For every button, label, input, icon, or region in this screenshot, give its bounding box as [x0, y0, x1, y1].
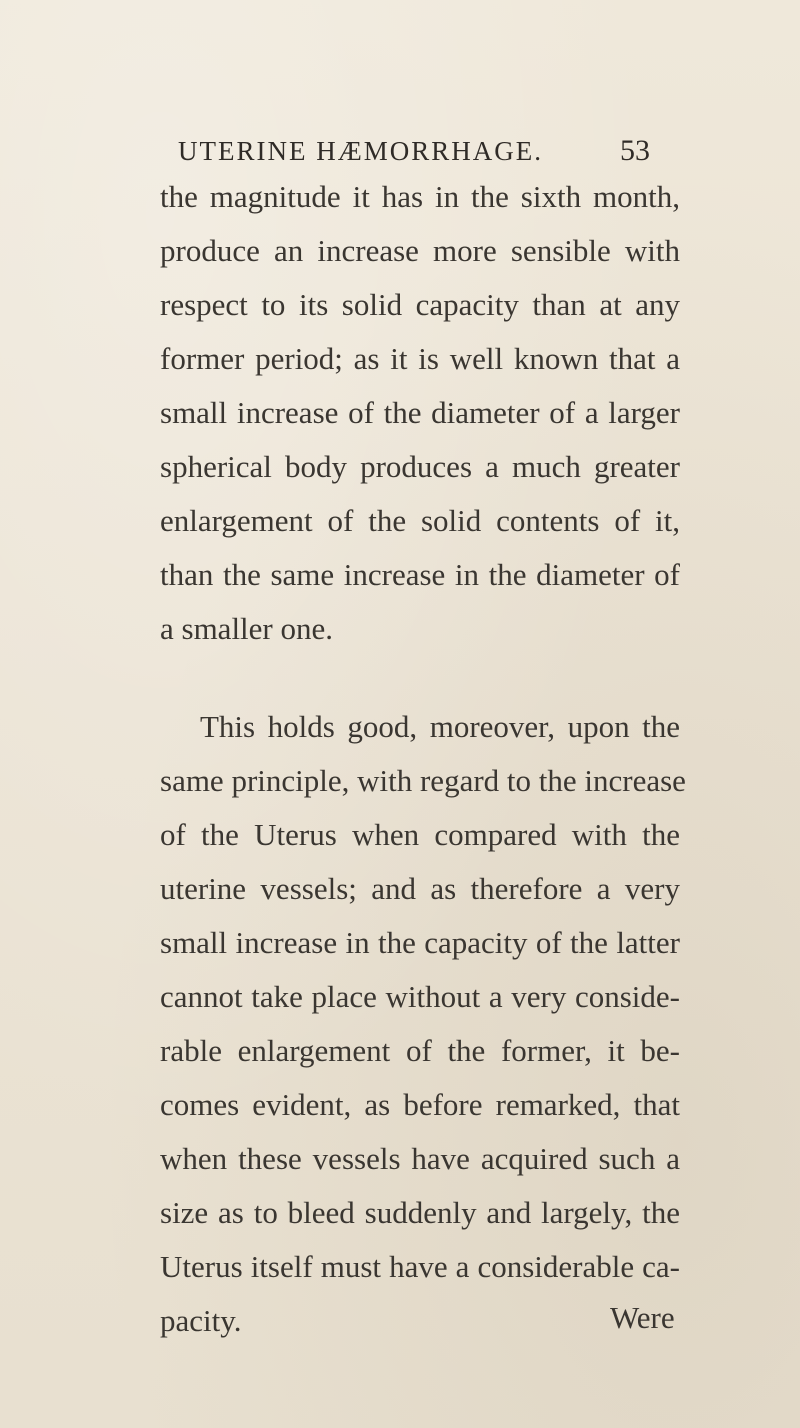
text-line: the magnitude it has in the sixth month, — [160, 179, 680, 214]
body-text — [160, 170, 686, 1348]
text-line: comes evident, as before remarked, that — [160, 1087, 680, 1122]
text-line: Uterus itself must have a considerable ca- — [160, 1249, 680, 1284]
text-line: rable enlargement of the former, it be- — [160, 1033, 680, 1068]
text-line: small increase in the capacity of the latter — [160, 925, 680, 960]
page-number: 53 — [620, 134, 650, 167]
text-line: produce an increase more sensible with — [160, 233, 680, 268]
text-line: same principle, with regard to the increase — [160, 763, 686, 798]
running-title: UTERINE HÆMORRHAGE. — [178, 136, 543, 166]
text-line: small increase of the diameter of a larger — [160, 395, 680, 430]
text-line: when these vessels have acquired such a — [160, 1141, 680, 1176]
text-line: of the Uterus when compared with the — [160, 817, 680, 852]
catchword: Were — [610, 1300, 675, 1335]
text-line: enlargement of the solid contents of it, — [160, 503, 680, 538]
text-line: former period; as it is well known that a — [160, 341, 680, 376]
text-line: uterine vessels; and as therefore a very — [160, 871, 680, 906]
text-line: than the same increase in the diameter of — [160, 557, 680, 592]
text-line: size as to bleed suddenly and largely, the — [160, 1195, 680, 1230]
paragraph-break — [160, 656, 680, 700]
text-line: a smaller one. — [160, 611, 334, 646]
text-line: cannot take place without a very conside- — [160, 979, 680, 1014]
text-line: pacity. — [160, 1303, 242, 1338]
text-line: spherical body produces a much greater — [160, 449, 680, 484]
text-line: This holds good, moreover, upon the — [200, 709, 680, 744]
text-line: respect to its solid capacity than at any — [160, 287, 680, 322]
